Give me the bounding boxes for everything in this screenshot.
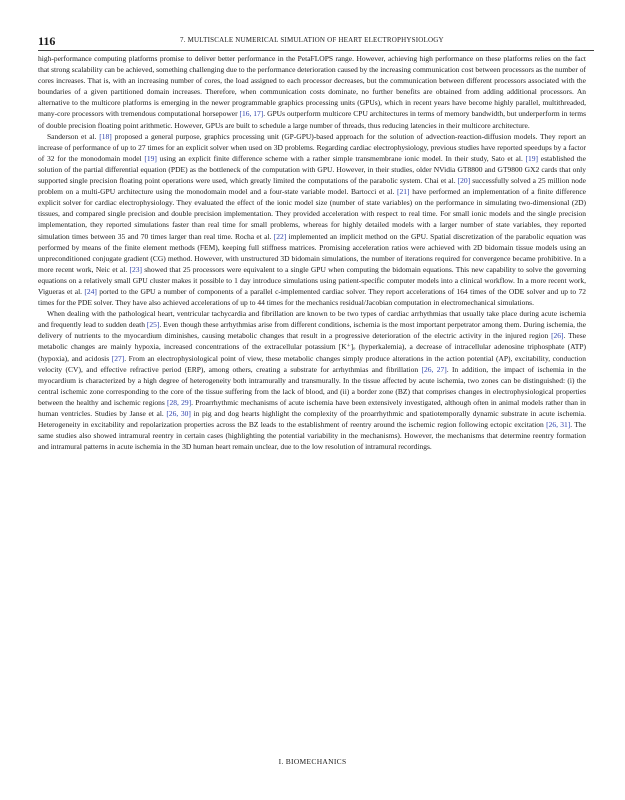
text-run: proposed a general purpose, graphics processing unit (GP-GPU)-based approach for the solution of advection-reaction-diffusion models. They report an increase of performance of up to 27 times for an explicit solver when used on 3D problems. Regarding cardiac electrophysiology, previous studies have reported speedups by a factor of 32 for the monodomain model <box>38 131 586 163</box>
citation-link[interactable]: [22] <box>273 231 287 241</box>
text-run: When dealing with the pathological heart, ventricular tachycardia and fibrillation are known to be two types of cardiac arrhythmias that usually take place during acute ischemia and frequently lead to sudden death <box>38 309 586 330</box>
citation-link[interactable]: [24] <box>84 286 97 296</box>
text-run: . Proarrhythmic mechanisms of acute ischemia have been extensively investigated, although often in animal models rather than in human ventricles. Studies by Janse et al. <box>38 397 586 418</box>
page-footer: I. BIOMECHANICS <box>278 757 347 766</box>
text-run: . The same studies also showed intramural reentry in certain cases (highlighting the potential variability in the mechanisms). However, the mechanisms that determine reentry formation and intramural patterns in acute ischemia in the 3D human heart remain unclear, due to the low resolution of intramural recordings. <box>38 420 587 452</box>
text-run: high-performance computing platforms promise to deliver better performance in the PetaFLOPS range. However, achieving high performance on these platforms relies on the fact that strong scalability can be achieved, something challenging due to the performance deterioration caused by the increasing communication cost between processors as the number of cores increases. That is, with an increasing number of cores, the load assigned to each processor decreases, but the communication between different processors associated with the boundaries of a given partitioned domain increases. Therefore, when communication costs dominate, no further benefits are obtained from adding additional processors. An alternative to the multicore platforms is emerging in the newer programmable graphics processing units (GPUs), which in recent years have become highly parallel, multithreaded, many-core processors with tremendous computational horsepower <box>38 54 586 119</box>
citation-link[interactable]: [27] <box>111 353 125 363</box>
text-run: . Even though these arrhythmias arise from different conditions, ischemia is the most important perpetrator among them. During ischemia, the delivery of nutrients to the myocardium diminishes, causing metabolic changes that result in a progressive deterioration of the electric activity in the injured region <box>38 320 586 341</box>
text-run: showed that 25 processors were equivalent to a single GPU when computing the bidomain equations. This new capability to solve the governing equations on a relatively small GPU cluster makes it possible to 1 day introduce simulations using patient-specific computer models into a clinical workflow. In a more recent work, Vigueras et al. <box>38 264 587 296</box>
text-run: using an explicit finite difference scheme with a rather simple transmembrane ionic model. In their study, Sato et al. <box>156 153 526 163</box>
text-run: . In addition, the impact of ischemia in the myocardium is characterized by a high degree of heterogeneity both intramurally and transmurally. In the tissue affected by acute ischemia, two zones can be distinguished: (i) the central ischemic zone corresponding to the core of the tissue suffering from the lack of blood, and (ii) a border zone (BZ) that comprises changes in electrophysiological properties between the healthy and ischemic regions <box>38 364 586 407</box>
text-run: established the solution of the partial differential equation (PDE) as the bottleneck of the computation with GPU. However, in their studies, older NVidia GT8800 and GT9800 GX2 cards that only supported single precision floating point operations were used, which greatly limited the computations of the parabolic system. Chai et al. <box>38 153 586 186</box>
body-text <box>38 53 586 452</box>
text-run: . From an electrophysiological point of view, these metabolic changes simply produce alterations in the action potential (AP), excitability, conduction velocity (CV), and effective refractive period (ERP), among others, creating a substrate for arrhythmias and fibrillation <box>38 353 586 374</box>
paragraph-1 <box>38 53 586 131</box>
citation-link[interactable]: [26, 30] <box>166 409 191 418</box>
citation-link[interactable]: [19] <box>525 153 539 163</box>
page-number: 116 <box>38 34 56 48</box>
citation-link[interactable]: [20] <box>457 176 471 186</box>
running-head: 7. MULTISCALE NUMERICAL SIMULATION OF HEART ELECTROPHYSIOLOGY <box>180 36 444 44</box>
text-run: ported to the GPU a number of components of a parallel c-implemented cardiac solver. They report accelerations of 164 times of the ODE solver and up to 72 times for the PDE solver. They have also achieved accelerations of up to 44 times for the mechanics residual/Jacobian computation in electromechanical simulations. <box>38 286 586 308</box>
text-run: . GPUs outperform multicore CPU architectures in terms of memory bandwidth, but underperform in terms of double precision floating point arithmetic. However, GPUs are built to schedule a large number of threads, thus reducing latencies in their multicore architecture. <box>38 109 586 130</box>
paragraph-3 <box>38 308 586 452</box>
text-run: in pig and dog hearts highlight the complexity of the proarrhythmic and spatiotemporally dynamic substrate in acute ischemia. Heterogeneity in excitability and repolarization properties across the BZ leads to the establishment of reentry around the ischemic region following ectopic excitation <box>38 409 586 430</box>
text-run: . These metabolic changes are mainly hypoxia, increased concentrations of the extracellular potassium [K⁺]ₒ (hyperkalemia), a decrease of intracellular adenosine triphosphate (ATP) (hypoxia), and acidosis <box>38 331 586 363</box>
citation-link[interactable]: [18] <box>99 131 112 141</box>
citation-link[interactable]: [25] <box>146 320 160 330</box>
citation-link[interactable]: [19] <box>144 153 157 163</box>
page-header <box>38 34 594 50</box>
text-run: Sanderson et al. <box>47 131 100 141</box>
paragraph-2 <box>38 131 586 309</box>
text-run: have performed an implementation of a finite difference explicit solver for cardiac electrophysiology. They evaluated the effect of the ionic model size (number of state variables) on the performance in simulating two-dimensional (2D) tissues, and compared single precision and double precision implementation. They provided acceleration with respect to real time. For small ionic models and the single precision implementation, they reported simulations faster than real time for small problems, whereas for highly detailed models with a larger number of state variables, they reported simulation times between 35 and 70 times larger than real time. Rocha et al. <box>38 187 586 241</box>
citation-link[interactable]: [16, 17] <box>239 109 264 119</box>
citation-link[interactable]: [28, 29] <box>167 397 192 407</box>
citation-link[interactable]: [21] <box>397 187 410 197</box>
citation-link[interactable]: [23] <box>129 264 142 274</box>
text-run: implemented an implicit method on the GPU. Spatial discretization of the parabolic equation was performed by means of the finite element methods (FEM), keeping full stiffness matrices. Promising acceleration ratios were achieved with 2D bidomain tissue models using an unpreconditioned conjugate gradient (CG) method. However, with unstructured 3D bidomain simulations, the number of iterations required for convergence became prohibitive. In a more recent work, Neic et al. <box>38 231 586 274</box>
citation-link[interactable]: [26, 27] <box>421 364 447 374</box>
header-rule <box>38 50 594 51</box>
citation-link[interactable]: [26, 31] <box>546 420 571 430</box>
citation-link[interactable]: [26] <box>551 331 564 341</box>
text-run: successfully solved a 25 million node problem on a multi-GPU architecture using the monodomain model and a four-state variable model. Bartocci et al. <box>38 176 586 197</box>
